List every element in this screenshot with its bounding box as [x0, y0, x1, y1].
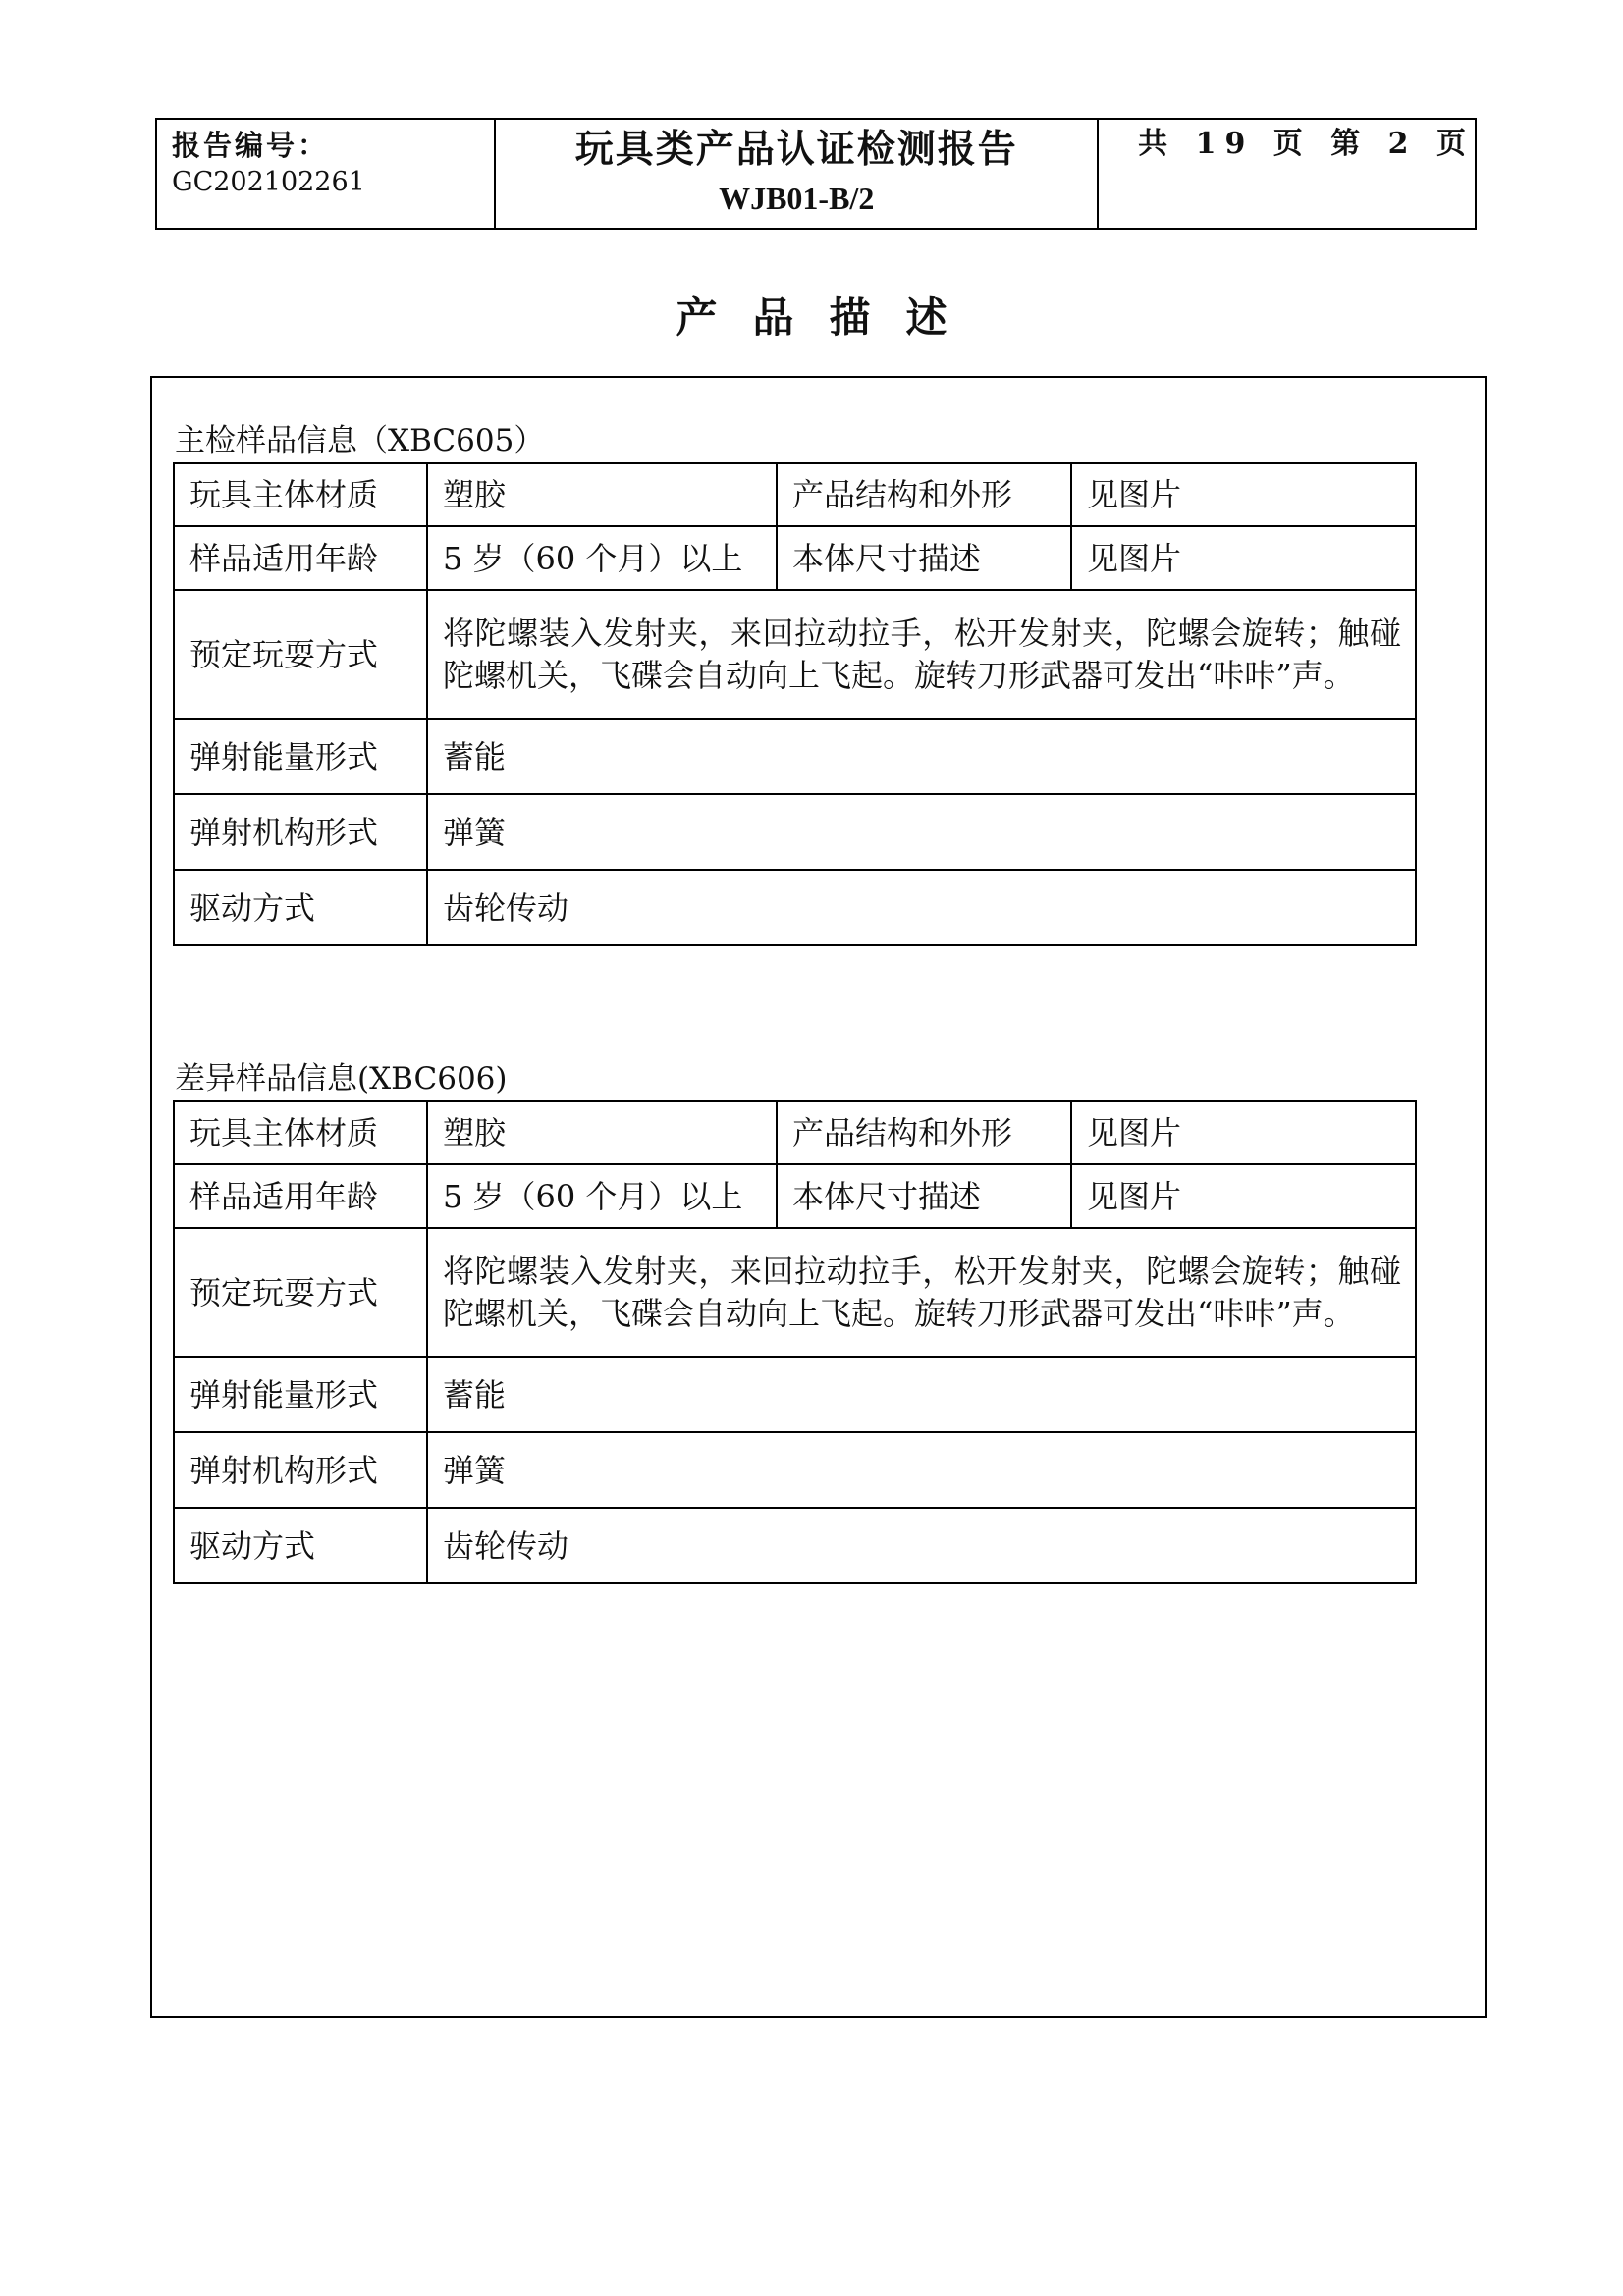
energy-label: 弹射能量形式 [174, 1357, 427, 1432]
table-row [174, 1508, 1416, 1583]
material-value: 塑胶 [427, 1101, 777, 1164]
energy-value: 蓄能 [427, 719, 1416, 794]
material-label: 玩具主体材质 [174, 463, 427, 526]
table-row [174, 1357, 1416, 1432]
page-title: 产品描述 [676, 294, 983, 342]
table-row [174, 526, 1416, 590]
structure-value: 见图片 [1071, 463, 1416, 526]
drive-value: 齿轮传动 [427, 1508, 1416, 1583]
table-row [174, 590, 1416, 719]
energy-value: 蓄能 [427, 1357, 1416, 1432]
form-code: WJB01-B/2 [719, 181, 875, 216]
structure-value: 见图片 [1071, 1101, 1416, 1164]
play-label: 预定玩耍方式 [174, 1228, 427, 1357]
size-value: 见图片 [1071, 526, 1416, 590]
table-row [174, 463, 1416, 526]
mechanism-value: 弹簧 [427, 794, 1416, 870]
structure-label: 产品结构和外形 [777, 1101, 1071, 1164]
section-label-variant: 差异样品信息(XBC606) [175, 1061, 508, 1096]
play-value: 将陀螺装入发射夹，来回拉动拉手，松开发射夹，陀螺会旋转；触碰陀螺机关，飞碟会自动向上飞起。旋转刀形武器可发出“咔咔”声。 [427, 1228, 1416, 1357]
table-row [174, 1101, 1416, 1164]
play-value: 将陀螺装入发射夹，来回拉动拉手，松开发射夹，陀螺会旋转；触碰陀螺机关，飞碟会自动向上飞起。旋转刀形武器可发出“咔咔”声。 [427, 590, 1416, 719]
main-sample-table [173, 462, 1417, 946]
energy-label: 弹射能量形式 [174, 719, 427, 794]
page-count: 共 19 页 第 2 页 [1138, 127, 1475, 161]
table-row [174, 1164, 1416, 1228]
table-row [174, 1228, 1416, 1357]
report-number: GC202102261 [172, 167, 365, 197]
age-label: 样品适用年龄 [174, 1164, 427, 1228]
size-label: 本体尺寸描述 [777, 1164, 1071, 1228]
table-row [174, 870, 1416, 945]
drive-value: 齿轮传动 [427, 870, 1416, 945]
structure-label: 产品结构和外形 [777, 463, 1071, 526]
age-value: 5 岁（60 个月）以上 [427, 526, 777, 590]
table-row [174, 1432, 1416, 1508]
size-value: 见图片 [1071, 1164, 1416, 1228]
mechanism-label: 弹射机构形式 [174, 794, 427, 870]
table-row [174, 794, 1416, 870]
size-label: 本体尺寸描述 [777, 526, 1071, 590]
material-value: 塑胶 [427, 463, 777, 526]
age-label: 样品适用年龄 [174, 526, 427, 590]
mechanism-value: 弹簧 [427, 1432, 1416, 1508]
report-title: 玩具类产品认证检测报告 [574, 127, 1018, 172]
report-number-label: 报告编号： [172, 129, 330, 162]
age-value: 5 岁（60 个月）以上 [427, 1164, 777, 1228]
page-count-cell [1099, 120, 1475, 228]
section-label-main: 主检样品信息（XBC605） [175, 423, 545, 458]
variant-sample-table [173, 1100, 1417, 1584]
drive-label: 驱动方式 [174, 870, 427, 945]
report-title-cell [496, 120, 1099, 228]
report-header [155, 118, 1477, 230]
play-label: 预定玩耍方式 [174, 590, 427, 719]
table-row [174, 719, 1416, 794]
report-number-cell [157, 120, 496, 228]
drive-label: 驱动方式 [174, 1508, 427, 1583]
mechanism-label: 弹射机构形式 [174, 1432, 427, 1508]
material-label: 玩具主体材质 [174, 1101, 427, 1164]
